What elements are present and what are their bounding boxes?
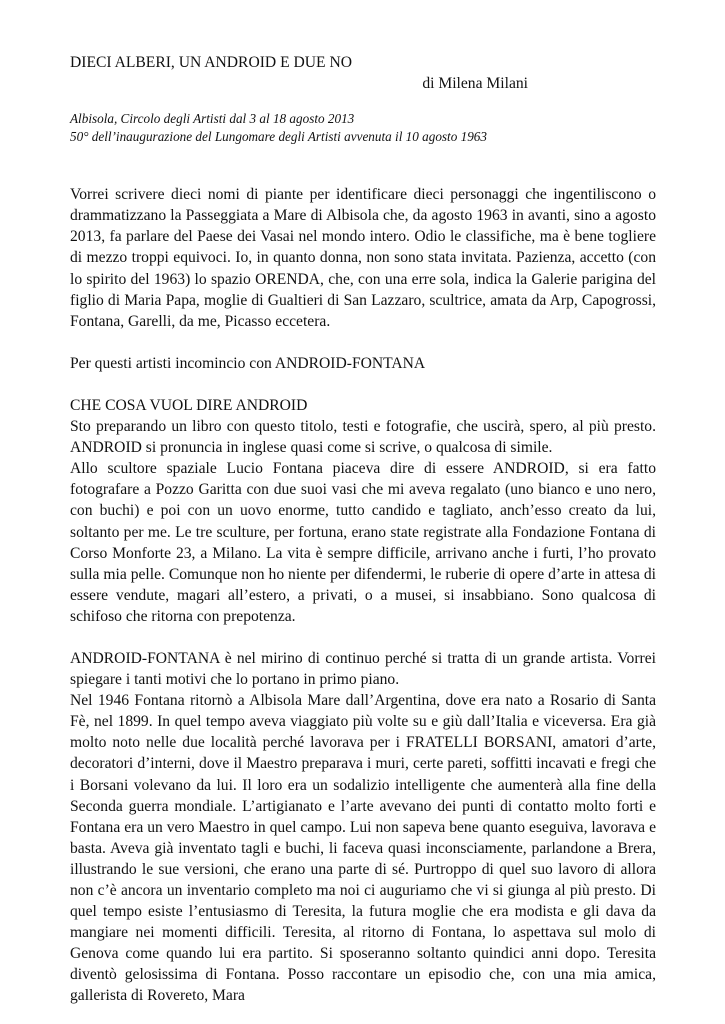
subtitle-anniversary: 50° dell’inaugurazione del Lungomare degli Artisti avvenuta il 10 agosto 1963 (70, 129, 487, 145)
subtitle-block (70, 110, 656, 146)
document-author: di Milena Milani (422, 75, 528, 93)
subtitle-venue: Albisola, Circolo degli Artisti dal 3 al 18 agosto 2013 (70, 111, 355, 127)
section-heading-android: CHE COSA VUOL DIRE ANDROID (70, 396, 308, 414)
document-page (70, 52, 656, 1007)
document-title: DIECI ALBERI, UN ANDROID E DUE NO (70, 54, 352, 71)
paragraph-book: Sto preparando un libro con questo titolo, testi e fotografie, che uscirà, spero, al più presto. ANDROID si pronuncia in inglese quasi come si scrive, o qualcosa di simile. (70, 418, 656, 457)
paragraph-fontana-android: Allo scultore spaziale Lucio Fontana piaceva dire di essere ANDROID, si era fatto fotografare a Pozzo Garitta con due suoi vasi che mi aveva regalato (uno bianco e uno nero, con buchi) e poi con un uovo enorme, tutto candido e tagliato, anch’esso creato da lui, soltanto per me. Le tre sculture, per fortuna, erano state registrate alla Fondazione Fontana di Corso Monforte 23, a Milano. La vita è sempre difficile, arrivano anche i furti, l’ho provato sulla mia pelle. Comunque non ho niente per difendermi, le ruberie di opere d’arte in attesa di essere vendute, magari all’estero, a privati, o a musei, si insabbiano. Sono qualcosa di schifoso che ritorna con prepotenza. (70, 460, 656, 625)
paragraph-intro: Vorrei scrivere dieci nomi di piante per identificare dieci personaggi che ingentiliscono o drammatizzano la Passeggiata a Mare di Albisola che, da agosto 1963 in avanti, sino a agosto 2013, fa parlare del Paese dei Vasai nel mondo intero. Odio le classifiche, ma è bene togliere di mezzo troppi equivoci. Io, in quanto donna, non sono stata invitata. Pazienza, accetto (con lo spirito del 1963) lo spazio ORENDA, che, con una erre sola, indica la Galerie parigina del figlio di Maria Papa, moglie di Gualtieri di San Lazzaro, scultrice, amata da Arp, Capogrossi, Fontana, Garelli, da me, Picasso eccetera. (70, 186, 656, 330)
paragraph-android-fontana: ANDROID-FONTANA è nel mirino di continuo perché si tratta di un grande artista. Vorrei spiegare i tanti motivi che lo portano in primo piano. (70, 649, 656, 689)
paragraph-android-fontana-intro: Per questi artisti incomincio con ANDROID-FONTANA (70, 354, 426, 372)
paragraph-fontana-1946: Nel 1946 Fontana ritornò a Albisola Mare dall’Argentina, dove era nato a Rosario di Santa Fè, nel 1899. In quel tempo aveva viaggiato più volte su e giù dall’Italia e viceversa. Era già molto noto nelle due località perché lavorava per i FRATELLI BORSANI, amatori d’arte, decoratori d’interni, dove il Maestro preparava i muri, certe pareti, soffitti incavati e fregi che i Borsani volevano da lui. Il loro era un sodalizio intelligente che aumenterà alla fine della Seconda guerra mondiale. L’artigianato e l’arte avevano dei punti di contatto molto forti e Fontana era un vero Maestro in quel campo. Lui non sapeva bene quanto eseguiva, lavorava e basta. Aveva già inventato tagli e buchi, li faceva quasi inconsciamente, parlandone a Brera, illustrando le sue versioni, che erano una parte di sé. Purtroppo di quel suo lavoro di allora non c’è ancora un inventario completo ma noi ci auguriamo che vi si giunga al più presto. Di quel tempo esiste l’entusiasmo di Teresita, la futura moglie che era modista e gli dava da mangiare nei momenti difficili. Teresita, al ritorno di Fontana, lo aspettava sul molo di Genova come quando lui era partito. Si sposeranno soltanto quindici anni dopo. Teresita diventò gelosissima di Fontana. Posso raccontare un episodio che, con una mia amica, gallerista di Rovereto, Mara (70, 692, 656, 1005)
